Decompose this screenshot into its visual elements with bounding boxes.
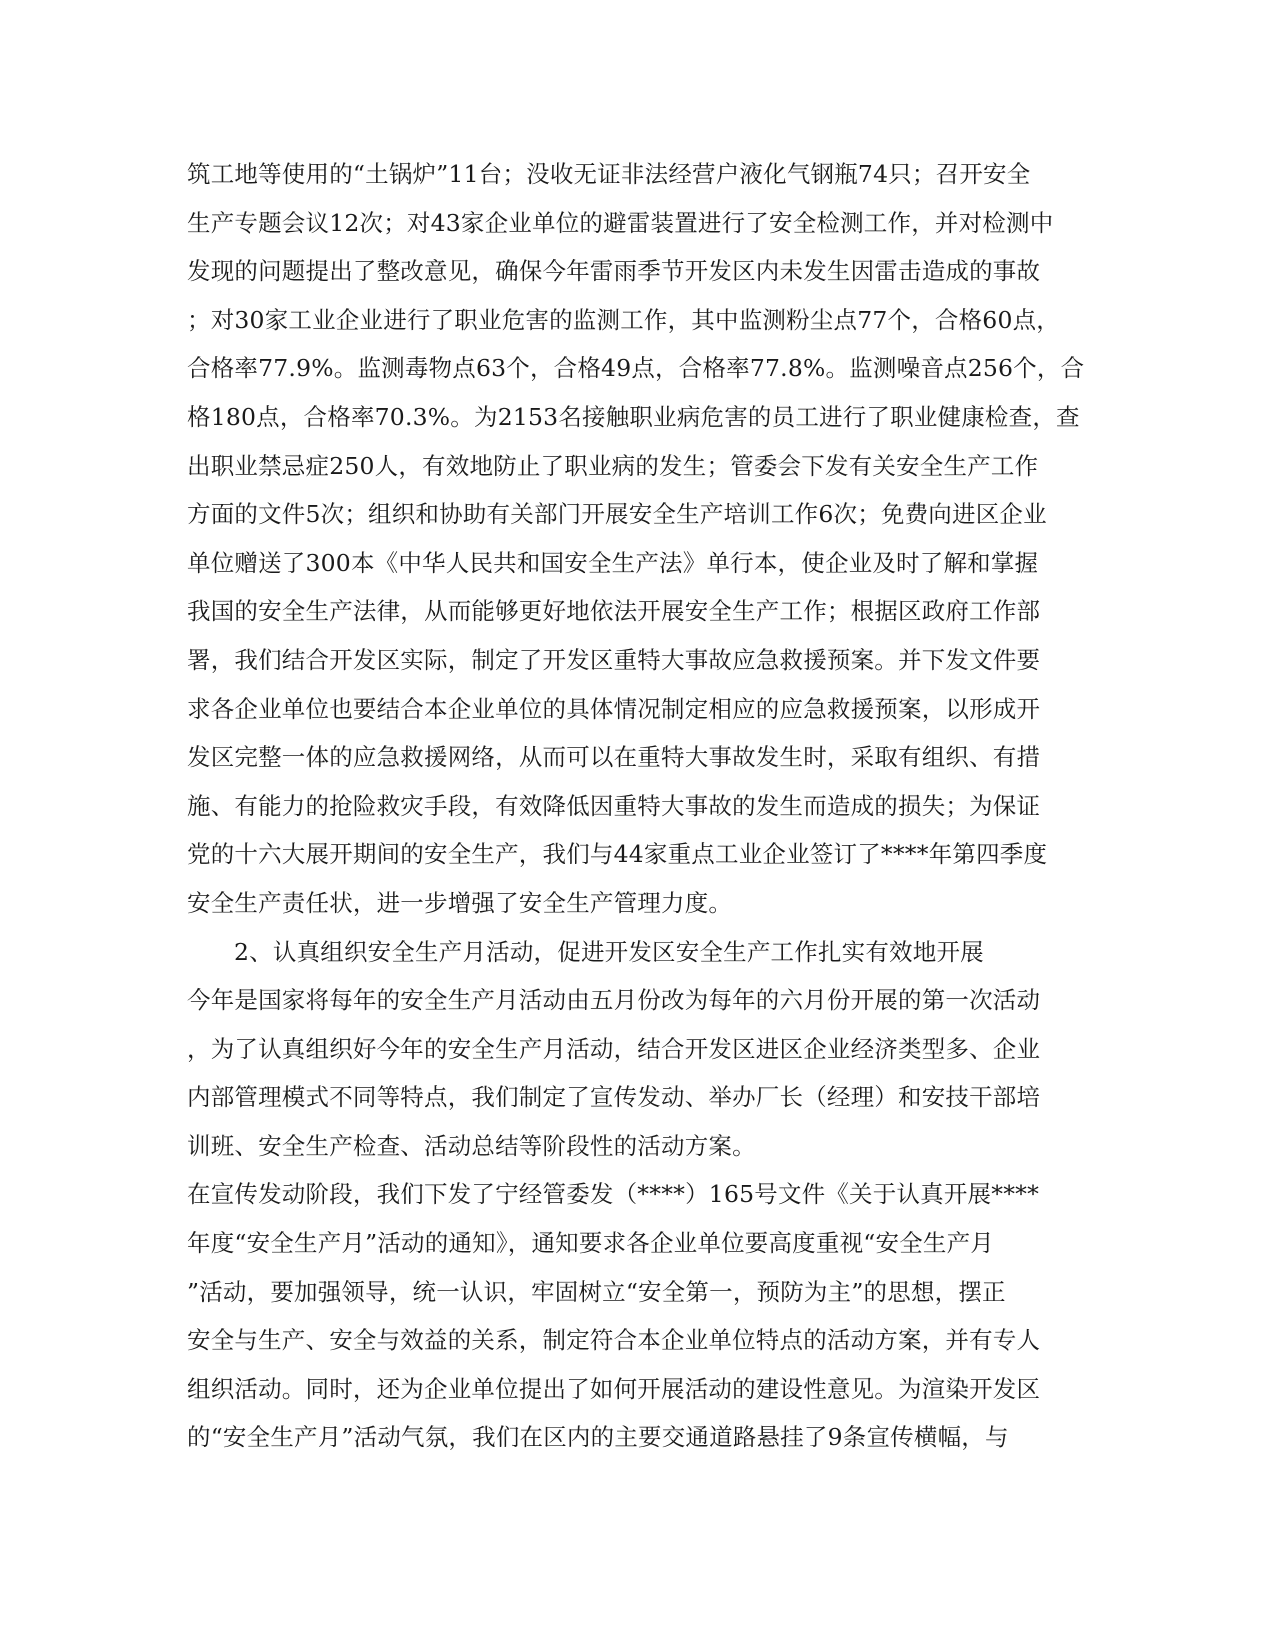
body-text: [187, 150, 1087, 1462]
text-line: 安全生产责任状，进一步增强了安全生产管理力度。: [187, 888, 733, 917]
text-line: 我国的安全生产法律，从而能够更好地依法开展安全生产工作；根据区政府工作部: [187, 597, 1041, 626]
text-line: 施、有能力的抢险救灾手段，有效降低因重特大事故的发生而造成的损失；为保证: [187, 791, 1041, 820]
text-line: 格180点，合格率70.3%。为2153名接触职业病危害的员工进行了职业健康检查，查: [187, 402, 1080, 431]
text-line: 发现的问题提出了整改意见，确保今年雷雨季节开发区内未发生因雷击造成的事故: [187, 257, 1041, 286]
text-line: 的“安全生产月”活动气氛，我们在区内的主要交通道路悬挂了9条宣传横幅，与: [187, 1423, 1009, 1452]
text-line: 党的十六大展开期间的安全生产，我们与44家重点工业企业签订了****年第四季度: [187, 840, 1048, 869]
text-line: 发区完整一体的应急救援网络，从而可以在重特大事故发生时，采取有组织、有措: [187, 743, 1041, 772]
text-line: 内部管理模式不同等特点，我们制定了宣传发动、举办厂长（经理）和安技干部培: [187, 1083, 1041, 1112]
text-line: ”活动，要加强领导，统一认识，牢固树立“安全第一，预防为主”的思想，摆正: [187, 1277, 1006, 1306]
text-line: 筑工地等使用的“土锅炉”11台；没收无证非法经营户液化气钢瓶74只；召开安全: [187, 160, 1031, 188]
section-heading: 2、认真组织安全生产月活动，促进开发区安全生产工作扎实有效地开展: [234, 937, 984, 966]
text-line: 在宣传发动阶段，我们下发了宁经管委发（****）165号文件《关于认真开展****: [187, 1180, 1040, 1209]
text-line: 署，我们结合开发区实际，制定了开发区重特大事故应急救援预案。并下发文件要: [187, 645, 1041, 674]
text-line: 出职业禁忌症250人，有效地防止了职业病的发生；管委会下发有关安全生产工作: [187, 451, 1039, 480]
text-line: 训班、安全生产检查、活动总结等阶段性的活动方案。: [187, 1131, 756, 1160]
text-line: 今年是国家将每年的安全生产月活动由五月份改为每年的六月份开展的第一次活动: [187, 986, 1041, 1015]
text-line: 合格率77.9%。监测毒物点63个，合格49点，合格率77.8%。监测噪音点256个，合: [187, 354, 1085, 383]
text-line: ；对30家工业企业进行了职业危害的监测工作，其中监测粉尘点77个，合格60点，: [187, 305, 1061, 334]
text-line: 年度“安全生产月”活动的通知》，通知要求各企业单位要高度重视“安全生产月: [187, 1229, 994, 1258]
text-line: 单位赠送了300本《中华人民共和国安全生产法》单行本，使企业及时了解和掌握: [187, 548, 1039, 577]
text-line: 方面的文件5次；组织和协助有关部门开展安全生产培训工作6次；免费向进区企业: [187, 500, 1047, 529]
text-line: 组织活动。同时，还为企业单位提出了如何开展活动的建设性意见。为渲染开发区: [187, 1374, 1041, 1403]
text-line: 求各企业单位也要结合本企业单位的具体情况制定相应的应急救援预案，以形成开: [187, 694, 1041, 723]
text-line: ，为了认真组织好今年的安全生产月活动，结合开发区进区企业经济类型多、企业: [187, 1034, 1041, 1063]
text-line: 生产专题会议12次；对43家企业单位的避雷装置进行了安全检测工作，并对检测中: [187, 208, 1054, 237]
text-line: 安全与生产、安全与效益的关系，制定符合本企业单位特点的活动方案，并有专人: [187, 1326, 1041, 1355]
